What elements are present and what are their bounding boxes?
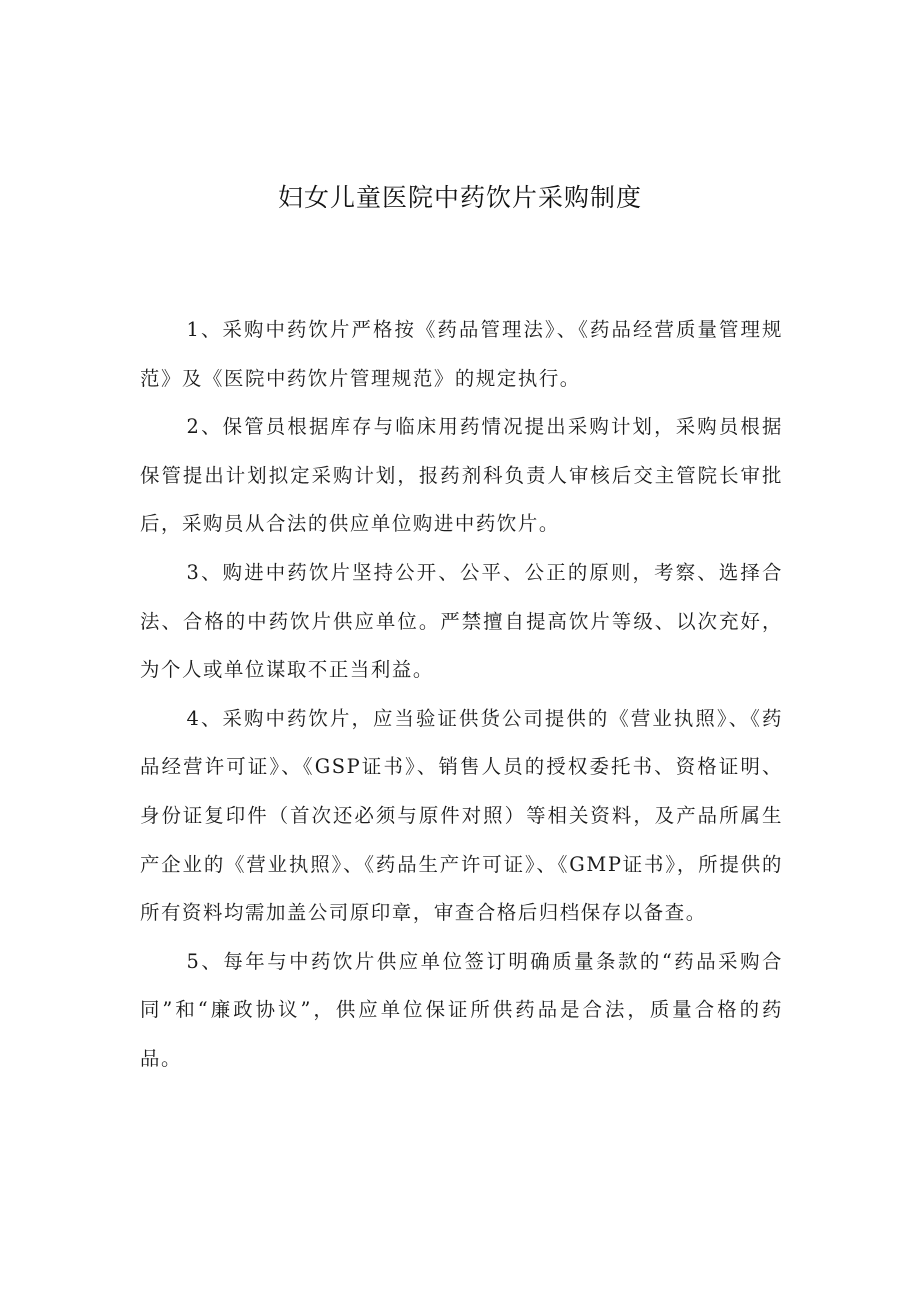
paragraph-4: 4、采购中药饮片，应当验证供货公司提供的《营业执照》、《药品经营许可证》、《GSP证书》、销售人员的授权委托书、资格证明、身份证复印件（首次还必须与原件对照）等相关资料，及产品所属生产企业的《营业执照》、《药品生产许可证》、《GMP证书》，所提供的所有资料均需加盖公司原印章，审查合格后归档保存以备查。 <box>140 706 783 925</box>
paragraph-2: 2、保管员根据库存与临床用药情况提出采购计划，采购员根据保管提出计划拟定采购计划，报药剂科负责人审核后交主管院长审批后，采购员从合法的供应单位购进中药饮片。 <box>140 415 783 536</box>
paragraph-5: 5、每年与中药饮片供应单位签订明确质量条款的“药品采购合同”和“廉政协议”，供应单位保证所供药品是合法，质量合格的药品。 <box>140 949 783 1070</box>
document-title: 妇女儿童医院中药饮片采购制度 <box>277 183 642 212</box>
paragraph-1: 1、采购中药饮片严格按《药品管理法》、《药品经营质量管理规范》及《医院中药饮片管理规范》的规定执行。 <box>140 318 783 390</box>
document-body <box>140 306 783 1084</box>
paragraph-3: 3、购进中药饮片坚持公开、公平、公正的原则，考察、选择合法、合格的中药饮片供应单位。严禁擅自提高饮片等级、以次充好，为个人或单位谋取不正当利益。 <box>140 560 783 682</box>
